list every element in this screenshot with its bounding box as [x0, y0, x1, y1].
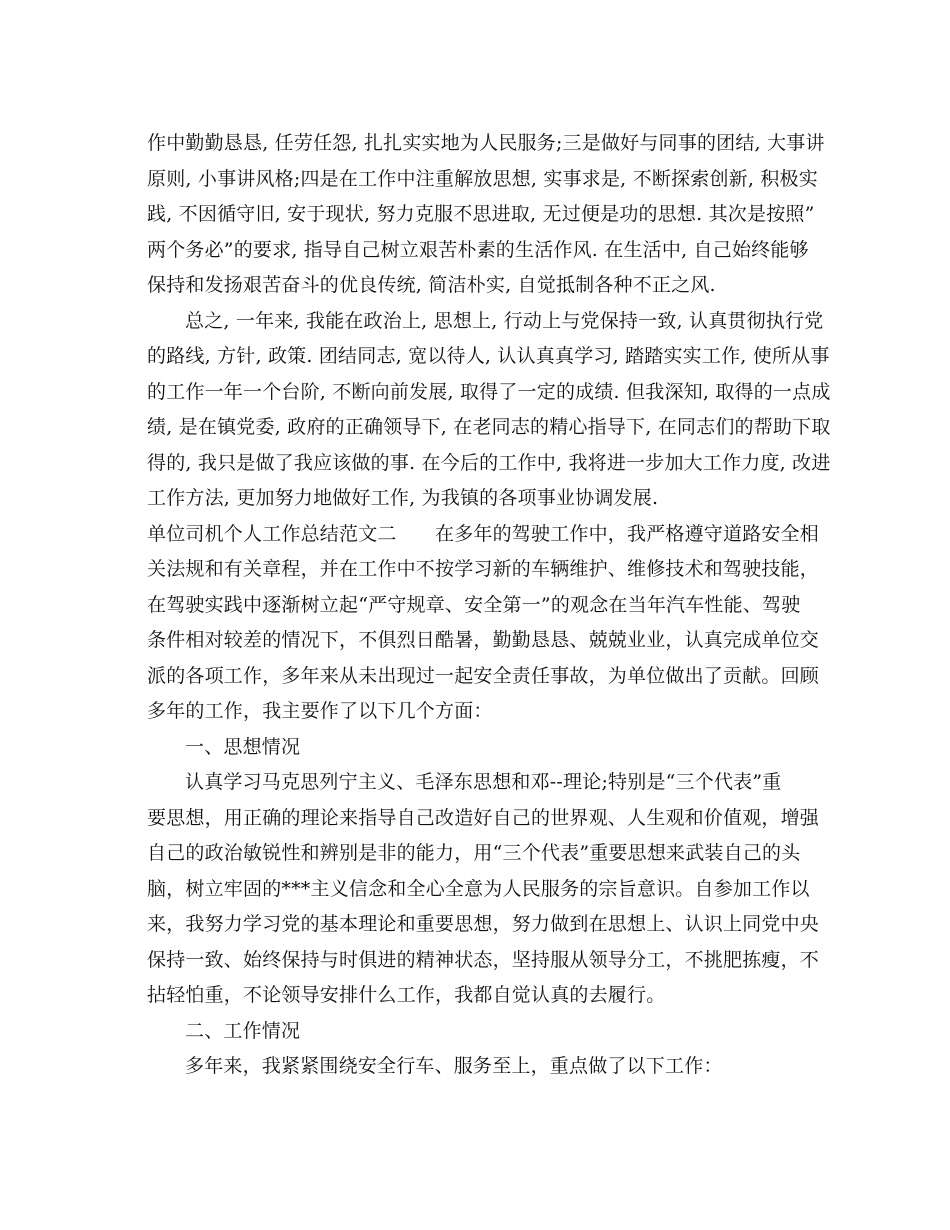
- text-line: 关法规和有关章程，并在工作中不按学习新的车辆维护、维修技术和驾驶技能，: [147, 558, 820, 580]
- text-line: 脑，树立牢固的***主义信念和全心全意为人民服务的宗旨意识。自参加工作以: [147, 877, 810, 900]
- text-line: 保持一致、始终保持与时俱进的精神状态，坚持服从领导分工，不挑肥拣瘦，不: [147, 948, 820, 971]
- section-heading: 一、思想情况: [185, 735, 301, 758]
- section-title-line: 单位司机个人工作总结范文二 在多年的驾驶工作中，我严格遵守道路安全相: [147, 522, 820, 545]
- document-body: [147, 126, 831, 1085]
- text-line: 的工作一年一个台阶, 不断向前发展, 取得了一定的成绩. 但我深知, 取得的一点成: [147, 380, 831, 403]
- text-line: 保持和发扬艰苦奋斗的优良传统, 简洁朴实, 自觉抵制各种不正之风.: [147, 274, 716, 296]
- text-line: 原则, 小事讲风格;四是在工作中注重解放思想, 实事求是, 不断探索创新, 积极实: [147, 167, 818, 190]
- text-line: 多年的工作，我主要作了以下几个方面：: [147, 700, 493, 722]
- text-line: 来，我努力学习党的基本理论和重要思想，努力做到在思想上、认识上同党中央: [147, 913, 820, 935]
- text-line: 作中勤勤恳恳, 任劳任怨, 扎扎实实地为人民服务;三是做好与同事的团结, 大事讲: [147, 132, 825, 154]
- text-line: 得的, 我只是做了我应该做的事. 在今后的工作中, 我将进一步加大工作力度, 改进: [147, 451, 831, 474]
- paragraph-first-line: 总之, 一年来, 我能在政治上, 思想上, 行动上与党保持一致, 认真贯彻执行党: [185, 309, 824, 332]
- text-line: 要思想，用正确的理论来指导自己改造好自己的世界观、人生观和价值观，增强: [147, 806, 820, 829]
- section-heading: 二、工作情况: [185, 1019, 301, 1042]
- text-line: 在驾驶实践中逐渐树立起“严守规章、安全第一”的观念在当年汽车性能、驾驶: [147, 593, 801, 616]
- text-line: 自己的政治敏锐性和辨别是非的能力，用“三个代表”重要思想来武装自己的头: [147, 842, 801, 864]
- text-line: 工作方法, 更加努力地做好工作, 为我镇的各项事业协调发展.: [147, 487, 659, 509]
- text-line: 践, 不因循守旧, 安于现状, 努力克服不思进取, 无过便是功的思想. 其次是按照”: [147, 203, 815, 225]
- text-line: 拈轻怕重，不论领导安排什么工作，我都自觉认真的去履行。: [147, 984, 666, 1006]
- paragraph-first-line: 多年来，我紧紧围绕安全行车、服务至上，重点做了以下工作：: [185, 1055, 723, 1077]
- text-line: 派的各项工作，多年来从未出现过一起安全责任事故，为单位做出了贡献。回顾: [147, 664, 820, 687]
- paragraph-first-line: 认真学习马克思列宁主义、毛泽东思想和邓--理论;特别是“三个代表”重: [185, 771, 782, 793]
- text-line: 的路线, 方针, 政策. 团结同志, 宽以待人, 认认真真学习, 踏踏实实工作, 使所从事: [147, 345, 830, 367]
- text-line: 绩, 是在镇党委, 政府的正确领导下, 在老同志的精心指导下, 在同志们的帮助下取: [147, 416, 831, 438]
- text-line: 两个务必”的要求, 指导自己树立艰苦朴素的生活作风. 在生活中, 自己始终能够: [147, 238, 809, 261]
- text-line: 条件相对较差的情况下，不俱烈日酷暑，勤勤恳恳、兢兢业业，认真完成单位交: [147, 629, 820, 651]
